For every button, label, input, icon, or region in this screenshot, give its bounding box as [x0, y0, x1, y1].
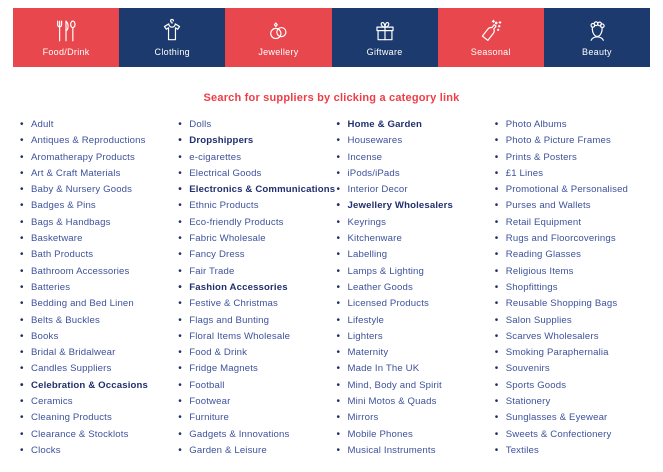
category-link-dolls[interactable]: • Dolls	[178, 118, 336, 134]
category-link-fancy-dress[interactable]: • Fancy Dress	[178, 248, 336, 264]
tab-clothing[interactable]	[119, 8, 225, 67]
category-link-fabric-wholesale[interactable]: • Fabric Wholesale	[178, 232, 336, 248]
tab-label: Seasonal	[470, 47, 511, 57]
beauty-head-icon	[584, 18, 610, 44]
category-link-football[interactable]: • Football	[178, 379, 336, 395]
category-link-mind-body-and-spirit[interactable]: • Mind, Body and Spirit	[337, 379, 495, 395]
category-link-adult[interactable]: • Adult	[20, 118, 178, 134]
category-link-reusable-shopping-bags[interactable]: • Reusable Shopping Bags	[495, 297, 653, 313]
category-link-belts-buckles[interactable]: • Belts & Buckles	[20, 314, 178, 330]
category-link-lifestyle[interactable]: • Lifestyle	[337, 314, 495, 330]
category-link-prints-posters[interactable]: • Prints & Posters	[495, 151, 653, 167]
tab-label: Beauty	[582, 47, 612, 57]
category-link-dropshippers[interactable]: • Dropshippers	[178, 134, 336, 150]
category-link-aromatherapy-products[interactable]: • Aromatherapy Products	[20, 151, 178, 167]
category-link-batteries[interactable]: • Batteries	[20, 281, 178, 297]
tab-seasonal[interactable]	[438, 8, 544, 67]
category-link-purses-and-wallets[interactable]: • Purses and Wallets	[495, 199, 653, 215]
category-link-floral-items-wholesale[interactable]: • Floral Items Wholesale	[178, 330, 336, 346]
category-link-cleaning-products[interactable]: • Cleaning Products	[20, 411, 178, 427]
tab-jewellery[interactable]	[225, 8, 331, 67]
category-link-bathroom-accessories[interactable]: • Bathroom Accessories	[20, 265, 178, 281]
category-link-mirrors[interactable]: • Mirrors	[337, 411, 495, 427]
tab-label: Food/Drink	[42, 47, 90, 57]
champagne-icon	[478, 18, 504, 44]
category-link-celebration-occasions[interactable]: • Celebration & Occasions	[20, 379, 178, 395]
category-column-4	[495, 118, 653, 460]
category-link-housewares[interactable]: • Housewares	[337, 134, 495, 150]
category-list	[337, 118, 495, 460]
tab-giftware[interactable]	[332, 8, 438, 67]
category-link-reading-glasses[interactable]: • Reading Glasses	[495, 248, 653, 264]
category-link-electronics-communications[interactable]: • Electronics & Communications	[178, 183, 336, 199]
gift-icon	[372, 18, 398, 44]
category-link-textiles[interactable]: • Textiles	[495, 444, 653, 460]
category-column-3	[337, 118, 495, 460]
rings-icon	[265, 18, 291, 44]
category-link-footwear[interactable]: • Footwear	[178, 395, 336, 411]
category-link-mobile-phones[interactable]: • Mobile Phones	[337, 428, 495, 444]
category-link-garden-leisure[interactable]: • Garden & Leisure	[178, 444, 336, 460]
category-link-fashion-accessories[interactable]: • Fashion Accessories	[178, 281, 336, 297]
category-link-religious-items[interactable]: • Religious Items	[495, 265, 653, 281]
category-link-badges-pins[interactable]: • Badges & Pins	[20, 199, 178, 215]
category-link-bridal-bridalwear[interactable]: • Bridal & Bridalwear	[20, 346, 178, 362]
category-link-bags-handbags[interactable]: • Bags & Handbags	[20, 216, 178, 232]
category-link-sweets-confectionery[interactable]: • Sweets & Confectionery	[495, 428, 653, 444]
category-link-ceramics[interactable]: • Ceramics	[20, 395, 178, 411]
category-link-mini-motos-quads[interactable]: • Mini Motos & Quads	[337, 395, 495, 411]
category-link-ipods-ipads[interactable]: • iPods/iPads	[337, 167, 495, 183]
category-link-salon-supplies[interactable]: • Salon Supplies	[495, 314, 653, 330]
category-link-retail-equipment[interactable]: • Retail Equipment	[495, 216, 653, 232]
tab-food-drink[interactable]	[13, 8, 119, 67]
category-link-shopfittings[interactable]: • Shopfittings	[495, 281, 653, 297]
category-link-columns	[20, 118, 653, 460]
category-list	[495, 118, 653, 460]
category-link-sports-goods[interactable]: • Sports Goods	[495, 379, 653, 395]
category-link-baby-nursery-goods[interactable]: • Baby & Nursery Goods	[20, 183, 178, 199]
category-link-bedding-and-bed-linen[interactable]: • Bedding and Bed Linen	[20, 297, 178, 313]
category-link-interior-decor[interactable]: • Interior Decor	[337, 183, 495, 199]
category-link-electrical-goods[interactable]: • Electrical Goods	[178, 167, 336, 183]
category-link-flags-and-bunting[interactable]: • Flags and Bunting	[178, 314, 336, 330]
category-link-bath-products[interactable]: • Bath Products	[20, 248, 178, 264]
category-tabbar	[13, 8, 650, 67]
page-heading: Search for suppliers by clicking a category link	[203, 92, 460, 104]
category-link-souvenirs[interactable]: • Souvenirs	[495, 362, 653, 378]
category-link-home-garden[interactable]: • Home & Garden	[337, 118, 495, 134]
category-link-clearance-stocklots[interactable]: • Clearance & Stocklots	[20, 428, 178, 444]
tab-beauty[interactable]	[544, 8, 650, 67]
category-link-lighters[interactable]: • Lighters	[337, 330, 495, 346]
cutlery-icon	[53, 18, 79, 44]
category-link-art-craft-materials[interactable]: • Art & Craft Materials	[20, 167, 178, 183]
tshirt-icon	[159, 18, 185, 44]
category-link-incense[interactable]: • Incense	[337, 151, 495, 167]
category-link-candles-suppliers[interactable]: • Candles Suppliers	[20, 362, 178, 378]
category-column-2	[178, 118, 336, 460]
category-link-musical-instruments[interactable]: • Musical Instruments	[337, 444, 495, 460]
category-link-1-lines[interactable]: • £1 Lines	[495, 167, 653, 183]
category-link-food-drink[interactable]: • Food & Drink	[178, 346, 336, 362]
category-link-maternity[interactable]: • Maternity	[337, 346, 495, 362]
category-link-photo-albums[interactable]: • Photo Albums	[495, 118, 653, 134]
category-link-smoking-paraphernalia[interactable]: • Smoking Paraphernalia	[495, 346, 653, 362]
category-link-licensed-products[interactable]: • Licensed Products	[337, 297, 495, 313]
category-link-rugs-and-floorcoverings[interactable]: • Rugs and Floorcoverings	[495, 232, 653, 248]
category-list	[20, 118, 178, 460]
category-link-jewellery-wholesalers[interactable]: • Jewellery Wholesalers	[337, 199, 495, 215]
category-link-festive-christmas[interactable]: • Festive & Christmas	[178, 297, 336, 313]
category-column-1	[20, 118, 178, 460]
category-link-fridge-magnets[interactable]: • Fridge Magnets	[178, 362, 336, 378]
category-link-gadgets-innovations[interactable]: • Gadgets & Innovations	[178, 428, 336, 444]
category-link-keyrings[interactable]: • Keyrings	[337, 216, 495, 232]
category-link-ethnic-products[interactable]: • Ethnic Products	[178, 199, 336, 215]
category-link-furniture[interactable]: • Furniture	[178, 411, 336, 427]
category-link-lamps-lighting[interactable]: • Lamps & Lighting	[337, 265, 495, 281]
category-link-kitchenware[interactable]: • Kitchenware	[337, 232, 495, 248]
category-link-antiques-reproductions[interactable]: • Antiques & Reproductions	[20, 134, 178, 150]
category-link-labelling[interactable]: • Labelling	[337, 248, 495, 264]
tab-label: Jewellery	[258, 47, 299, 57]
category-link-sunglasses-eyewear[interactable]: • Sunglasses & Eyewear	[495, 411, 653, 427]
tab-label: Giftware	[366, 47, 403, 57]
category-link-books[interactable]: • Books	[20, 330, 178, 346]
category-link-scarves-wholesalers[interactable]: • Scarves Wholesalers	[495, 330, 653, 346]
category-link-fair-trade[interactable]: • Fair Trade	[178, 265, 336, 281]
category-link-leather-goods[interactable]: • Leather Goods	[337, 281, 495, 297]
category-link-clocks[interactable]: • Clocks	[20, 444, 178, 460]
category-link-photo-picture-frames[interactable]: • Photo & Picture Frames	[495, 134, 653, 150]
category-link-promotional-personalised[interactable]: • Promotional & Personalised	[495, 183, 653, 199]
category-link-basketware[interactable]: • Basketware	[20, 232, 178, 248]
category-link-stationery[interactable]: • Stationery	[495, 395, 653, 411]
tab-label: Clothing	[154, 47, 190, 57]
category-link-eco-friendly-products[interactable]: • Eco-friendly Products	[178, 216, 336, 232]
category-list	[178, 118, 336, 460]
category-link-made-in-the-uk[interactable]: • Made In The UK	[337, 362, 495, 378]
category-link-e-cigarettes[interactable]: • e-cigarettes	[178, 151, 336, 167]
